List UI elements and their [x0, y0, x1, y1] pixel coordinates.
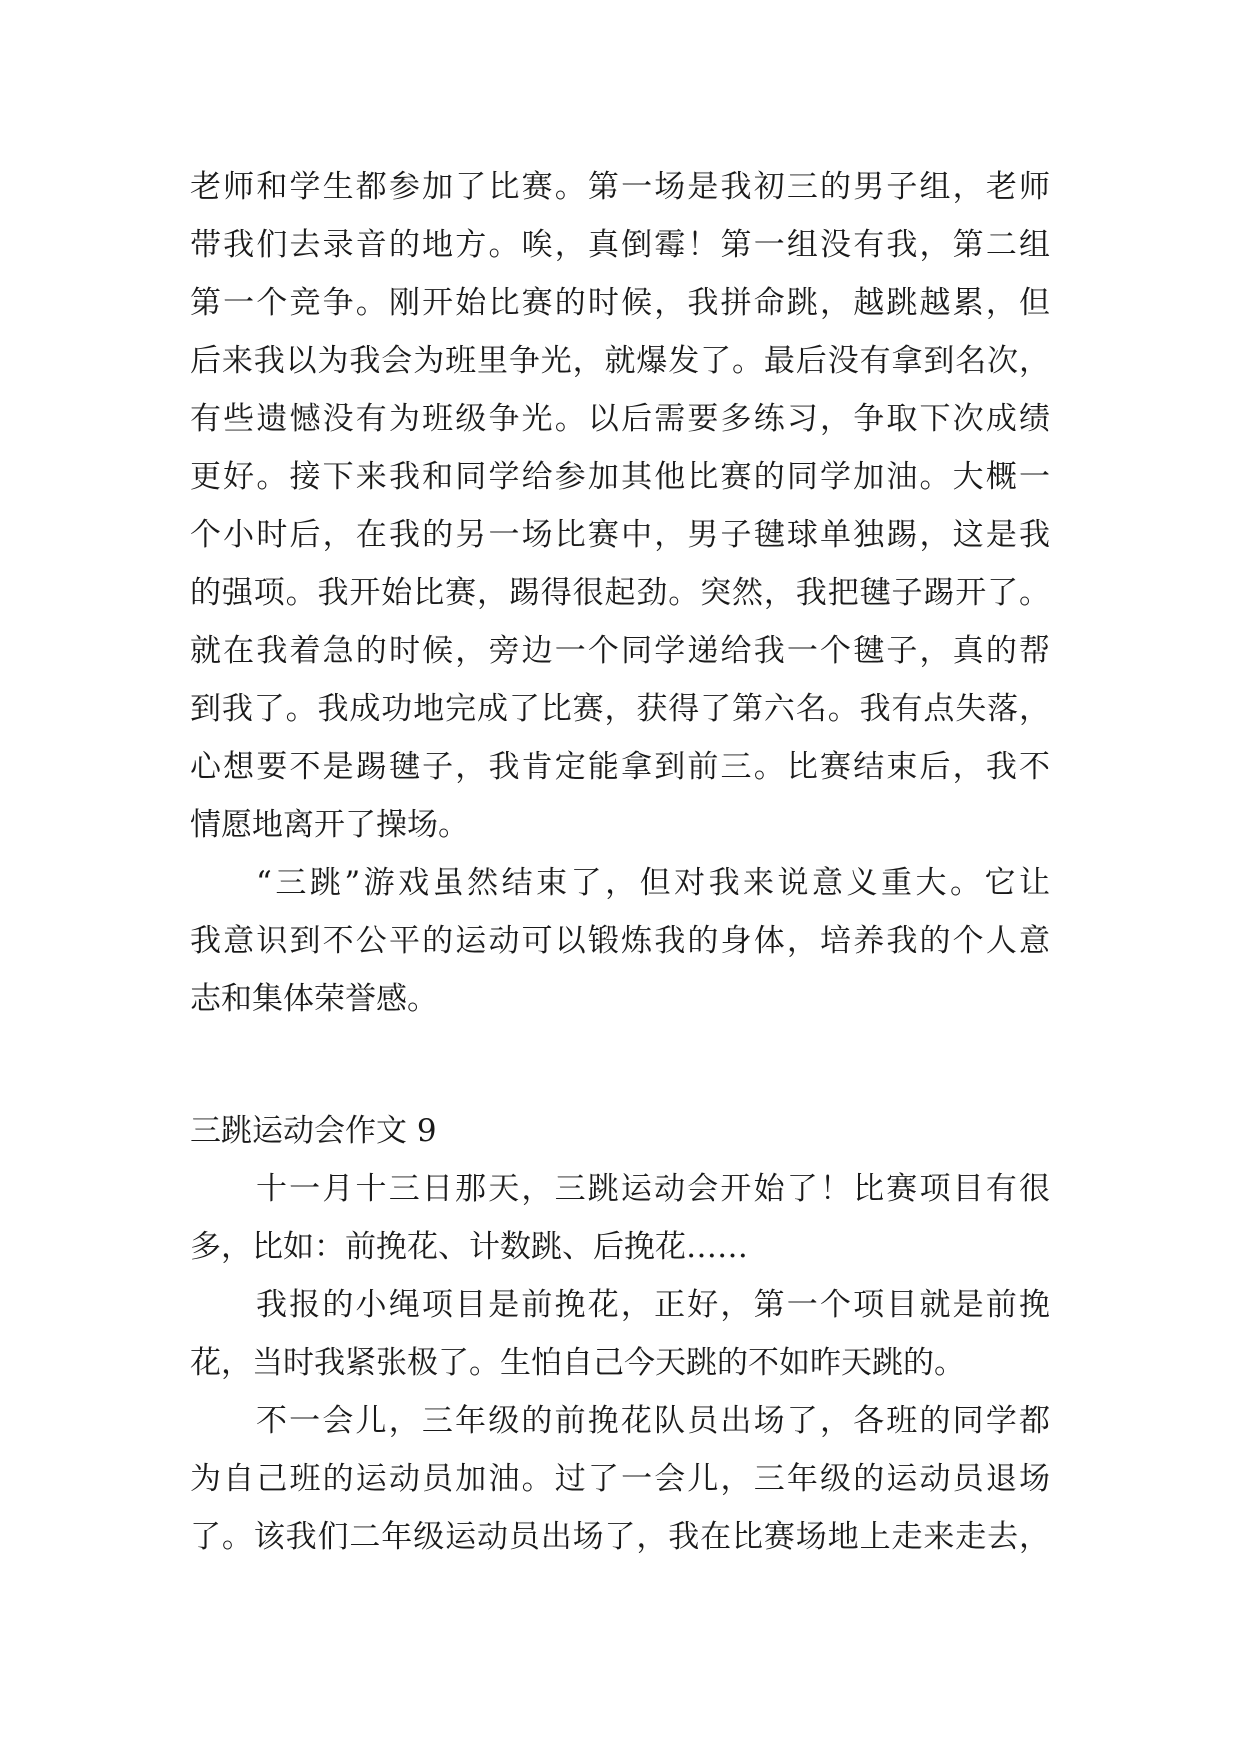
text-line: 多，比如：前挽花、计数跳、后挽花……: [190, 1229, 748, 1265]
text-line: 花，当时我紧张极了。生怕自己今天跳的不如昨天跳的。: [190, 1345, 965, 1381]
text-line: “三跳”游戏虽然结束了，但对我来说意义重大。它让: [256, 865, 1050, 901]
text-line: 带我们去录音的地方。唉，真倒霉！第一组没有我，第二组: [190, 227, 1050, 263]
paragraph: [190, 1160, 1050, 1276]
paragraph: [190, 854, 1050, 1028]
paragraph: [190, 1276, 1050, 1392]
text-line: 志和集体荣誉感。: [190, 981, 438, 1017]
text-line: 情愿地离开了操场。: [190, 807, 469, 843]
text-line: 个小时后，在我的另一场比赛中，男子毽球单独踢，这是我: [190, 517, 1050, 553]
text-line: 第一个竞争。刚开始比赛的时候，我拼命跳，越跳越累，但: [190, 285, 1050, 321]
text-line: 不一会儿，三年级的前挽花队员出场了，各班的同学都: [256, 1403, 1050, 1439]
text-line: 后来我以为我会为班里争光，就爆发了。最后没有拿到名次，: [190, 343, 1050, 379]
section-gap: [190, 1028, 1050, 1102]
text-line: 我报的小绳项目是前挽花，正好，第一个项目就是前挽: [256, 1287, 1050, 1323]
text-line: 的强项。我开始比赛，踢得很起劲。突然，我把毽子踢开了。: [190, 575, 1050, 611]
document-body: [190, 158, 1050, 1566]
text-line: 心想要不是踢毽子，我肯定能拿到前三。比赛结束后，我不: [190, 749, 1050, 785]
text-line: 有些遗憾没有为班级争光。以后需要多练习，争取下次成绩: [190, 401, 1050, 437]
paragraph: [190, 1392, 1050, 1566]
text-line: 十一月十三日那天，三跳运动会开始了！比赛项目有很: [256, 1171, 1050, 1207]
paragraph: [190, 158, 1050, 854]
text-line: 了。该我们二年级运动员出场了，我在比赛场地上走来走去，: [190, 1519, 1050, 1555]
text-line: 为自己班的运动员加油。过了一会儿，三年级的运动员退场: [190, 1461, 1050, 1497]
text-line: 老师和学生都参加了比赛。第一场是我初三的男子组，老师: [190, 169, 1050, 205]
section-title: 三跳运动会作文 9: [190, 1113, 437, 1149]
text-line: 我意识到不公平的运动可以锻炼我的身体，培养我的个人意: [190, 923, 1050, 959]
text-line: 更好。接下来我和同学给参加其他比赛的同学加油。大概一: [190, 459, 1050, 495]
text-line: 到我了。我成功地完成了比赛，获得了第六名。我有点失落，: [190, 691, 1050, 727]
text-line: 就在我着急的时候，旁边一个同学递给我一个毽子，真的帮: [190, 633, 1050, 669]
